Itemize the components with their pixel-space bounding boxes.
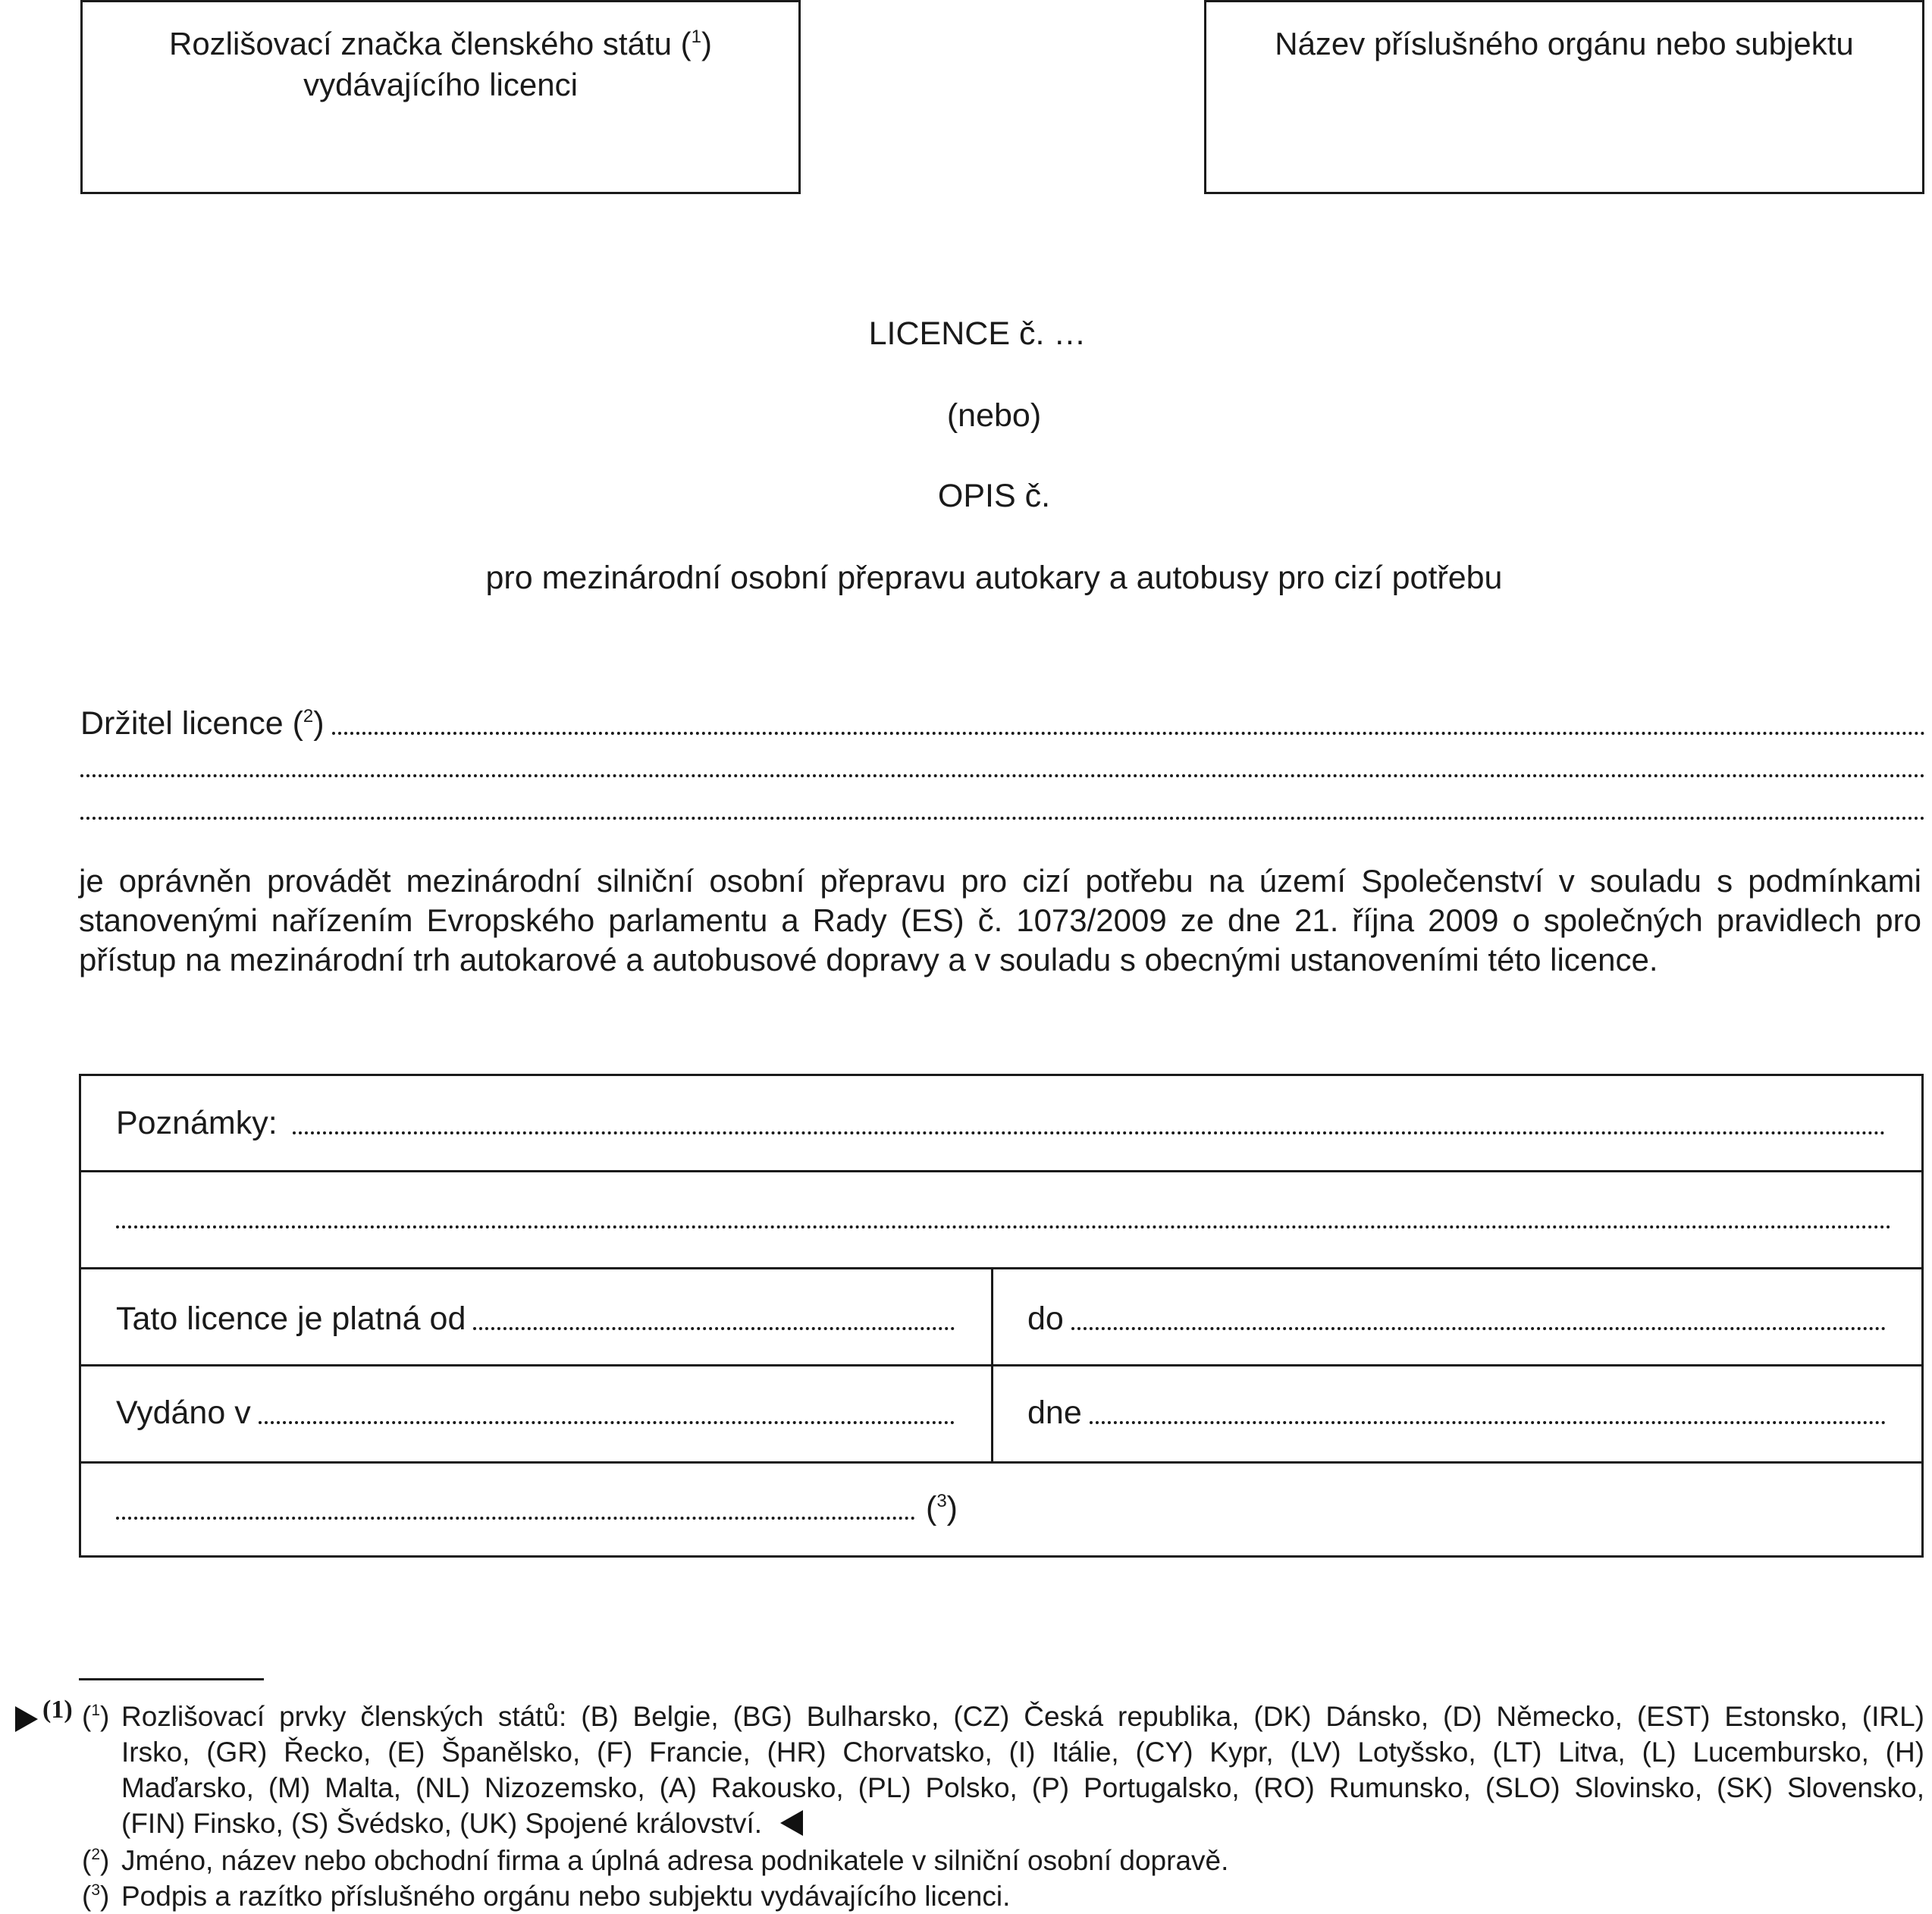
- remarks-label: Poznámky:: [116, 1105, 278, 1141]
- valid-from-row: [116, 1299, 955, 1338]
- remarks-fill-line-1[interactable]: [293, 1103, 1886, 1143]
- extract-number-title: OPIS č.: [937, 478, 1051, 514]
- footnote-separator: [79, 1678, 264, 1680]
- remarks-row-2: [116, 1197, 1892, 1237]
- footnote-ref-2: 2: [303, 706, 314, 726]
- valid-from-label: Tato licence je platná od: [116, 1301, 466, 1337]
- paragraph-line-1: je oprávněn provádět mezinárodní silniční osobní přepravu pro cizí potřebu na území Společenství v souladu s podmínkami: [79, 863, 1921, 899]
- holder-label: Držitel licence ($^2$): [80, 705, 325, 742]
- holder-row-3: [80, 789, 1926, 828]
- holder-row: [80, 704, 1926, 743]
- licence-details-table: [79, 1074, 1924, 1558]
- issuing-state-box: [80, 0, 801, 194]
- footnote-1-line-2: Irsko, (GR) Řecko, (E) Španělsko, (F) Francie, (HR) Chorvatsko, (I) Itálie, (CY) Kypr, (LV) Lotyšsko, (LT) Litva, (L) Lucembursko, (H): [121, 1737, 1924, 1768]
- table-column-divider: [991, 1267, 993, 1461]
- issued-on-row: [1027, 1393, 1886, 1432]
- footnote-2: [82, 1843, 1924, 1878]
- valid-to-fill[interactable]: [1071, 1299, 1886, 1338]
- remarks-fill-line-2[interactable]: [116, 1197, 1892, 1237]
- footnote-1-line-4: (FIN) Finsko, (S) Švédsko, (UK) Spojené království.: [121, 1808, 763, 1839]
- remarks-row: [116, 1103, 1886, 1143]
- valid-to-row: [1027, 1299, 1886, 1338]
- valid-to-label: do: [1027, 1301, 1064, 1337]
- issuing-authority-label: Název příslušného orgánu nebo subjektu: [1275, 26, 1854, 61]
- issuing-authority-box: [1204, 0, 1924, 194]
- footnote-1-line-4-wrap: [121, 1806, 1924, 1841]
- amendment-start-marker: [15, 1696, 73, 1732]
- table-divider: [81, 1267, 1921, 1269]
- authorization-paragraph: [79, 861, 1921, 980]
- footnote-1: [82, 1699, 1924, 1841]
- valid-from-fill[interactable]: [473, 1299, 955, 1338]
- footnote-1-line-1: Rozlišovací prvky členských států: (B) Belgie, (BG) Bulharsko, (CZ) Česká republika, (DK) Dánsko, (D) Německo, (EST) Estonsko, (IRL): [121, 1701, 1924, 1732]
- holder-fill-line-3[interactable]: [80, 789, 1926, 828]
- holder-fill-line-1[interactable]: [332, 704, 1926, 743]
- licence-number-title: LICENCE č. …: [868, 315, 1087, 352]
- footnote-3-text: Podpis a razítko příslušného orgánu nebo subjektu vydávajícího licenci.: [121, 1881, 1011, 1912]
- footnote-1-line-3: Maďarsko, (M) Malta, (NL) Nizozemsko, (A) Rakousko, (PL) Polsko, (P) Portugalsko, (RO) Rumunsko, (SLO) Slovinsko, (SK) Slovensko,: [121, 1772, 1924, 1803]
- footnote-1-number: ($^1$): [82, 1701, 110, 1732]
- paragraph-line-2: stanovenými nařízením Evropského parlamentu a Rady (ES) č. 1073/2009 ze dne 21. října 2009 o společných pravidlech pro: [79, 902, 1921, 938]
- table-divider: [81, 1364, 1921, 1366]
- triangle-right-icon: [15, 1706, 38, 1732]
- or-text: (nebo): [946, 397, 1042, 434]
- table-divider: [81, 1170, 1921, 1172]
- amendment-number: (1): [42, 1696, 73, 1724]
- signature-footnote-ref: ($^3$): [925, 1490, 958, 1526]
- footnote-3-number: ($^3$): [82, 1881, 110, 1912]
- footnote-3: [82, 1878, 1924, 1914]
- issued-at-fill[interactable]: [259, 1393, 955, 1432]
- issued-on-fill[interactable]: [1090, 1393, 1886, 1432]
- signature-fill[interactable]: [116, 1489, 915, 1528]
- table-divider: [81, 1461, 1921, 1464]
- holder-fill-line-2[interactable]: [80, 746, 1926, 786]
- footnote-2-number: ($^2$): [82, 1845, 110, 1876]
- issuing-state-label: Rozlišovací značka členského státu ($^1$) vydávajícího licenci: [168, 26, 712, 102]
- purpose-subtitle: pro mezinárodní osobní přepravu autokary a autobusy pro cizí potřebu: [485, 560, 1503, 596]
- issued-at-row: [116, 1393, 955, 1432]
- signature-row: [116, 1489, 958, 1528]
- triangle-left-icon: [780, 1810, 803, 1836]
- holder-row-2: [80, 746, 1926, 786]
- footnote-ref-1: 1: [691, 27, 701, 47]
- issued-on-label: dne: [1027, 1395, 1082, 1431]
- issued-at-label: Vydáno v: [116, 1395, 251, 1431]
- paragraph-line-3: přístup na mezinárodní trh autokarové a autobusové dopravy a v souladu s obecnými ustanoveními této licence.: [79, 942, 1658, 977]
- footnote-2-text: Jméno, název nebo obchodní firma a úplná adresa podnikatele v silniční osobní dopravě.: [121, 1845, 1229, 1876]
